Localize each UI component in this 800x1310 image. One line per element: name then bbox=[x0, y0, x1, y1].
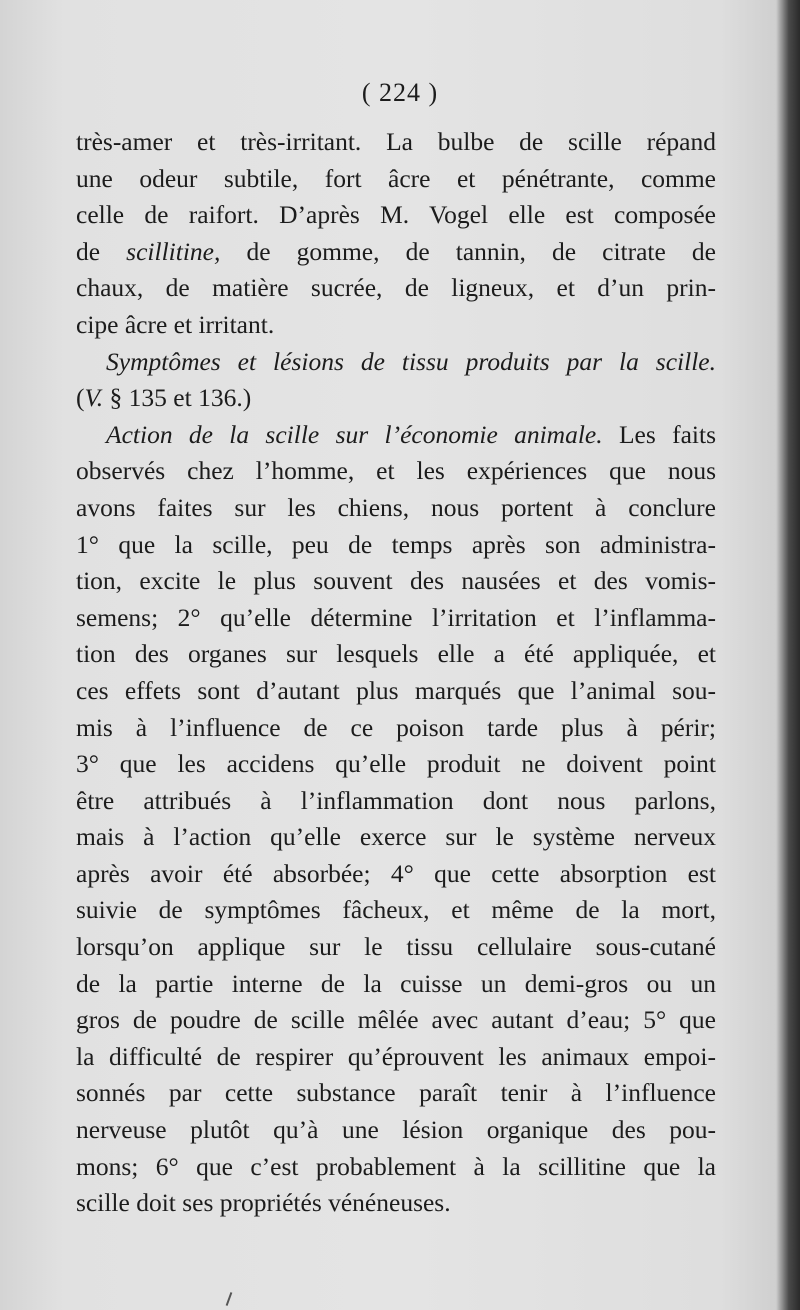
text-line bbox=[76, 710, 716, 747]
text-segment: ( bbox=[76, 383, 85, 413]
text-line bbox=[76, 1002, 716, 1039]
text-line bbox=[76, 380, 716, 417]
body-text bbox=[76, 124, 716, 1222]
margin-pencil-mark bbox=[226, 1292, 233, 1306]
text-segment: très-amer et très-irritant. La bulbe de scille répand bbox=[76, 127, 716, 156]
text-segment: avons faites sur les chiens, nous portent à conclure bbox=[76, 492, 716, 522]
text-segment: tion des organes sur lesquels elle a été appliquée, et bbox=[76, 639, 716, 669]
text-segment: mons; 6° que c’est probablement à la scillitine que la bbox=[76, 1151, 716, 1181]
text-line bbox=[76, 1075, 716, 1112]
text-line bbox=[76, 197, 716, 234]
italic-text-segment: Action de la scille sur l’économie animale. bbox=[106, 419, 603, 449]
text-segment: de gomme, de tannin, de citrate de bbox=[220, 236, 716, 266]
text-segment: la difficulté de respirer qu’éprouvent les animaux empoi- bbox=[76, 1041, 716, 1071]
text-segment: gros de poudre de scille mêlée avec autant d’eau; 5° que bbox=[76, 1005, 716, 1035]
text-segment: semens; 2° qu’elle détermine l’irritation et l’inflamma- bbox=[76, 602, 716, 632]
text-line bbox=[76, 563, 716, 600]
text-line bbox=[76, 856, 716, 893]
text-line bbox=[76, 1039, 716, 1076]
text-segment: celle de raifort. D’après M. Vogel elle est composée bbox=[76, 200, 716, 230]
text-segment: mais à l’action qu’elle exerce sur le système nerveux bbox=[76, 822, 716, 852]
text-segment: nerveuse plutôt qu’à une lésion organique des pou- bbox=[76, 1115, 716, 1145]
text-line bbox=[76, 673, 716, 710]
text-line bbox=[76, 1112, 716, 1149]
text-line bbox=[76, 490, 716, 527]
text-segment: suivie de symptômes fâcheux, et même de la mort, bbox=[76, 895, 716, 925]
text-line bbox=[76, 234, 716, 271]
text-segment: Les faits bbox=[602, 419, 716, 449]
text-line bbox=[76, 783, 716, 820]
text-segment: lorsqu’on applique sur le tissu cellulaire sous-cutané bbox=[76, 932, 716, 962]
page-number: ( 224 ) bbox=[361, 78, 439, 107]
text-line bbox=[76, 1149, 716, 1186]
text-line bbox=[76, 892, 716, 929]
text-segment: 1° que la scille, peu de temps après son administra- bbox=[76, 529, 716, 559]
text-segment: sonnés par cette substance paraît tenir à l’influence bbox=[76, 1078, 716, 1108]
italic-text-segment: V. bbox=[84, 383, 104, 413]
text-segment: de la partie interne de la cuisse un demi-gros ou un bbox=[76, 968, 716, 998]
text-line bbox=[76, 929, 716, 966]
text-segment: observés chez l’homme, et les expériences que nous bbox=[76, 456, 716, 486]
text-line bbox=[76, 527, 716, 564]
text-line bbox=[76, 966, 716, 1003]
text-segment: 3° que les accidens qu’elle produit ne doivent point bbox=[76, 749, 716, 779]
text-line bbox=[76, 600, 716, 637]
text-line bbox=[76, 453, 716, 490]
italic-text-segment: Symptômes et lésions de tissu produits par la scille. bbox=[106, 346, 716, 376]
text-line bbox=[76, 270, 716, 307]
text-line bbox=[76, 746, 716, 783]
text-segment: une odeur subtile, fort âcre et pénétrante, comme bbox=[76, 163, 716, 193]
text-line bbox=[76, 417, 716, 454]
text-segment: après avoir été absorbée; 4° que cette absorption est bbox=[76, 858, 716, 888]
text-line bbox=[76, 1185, 716, 1222]
text-segment: tion, excite le plus souvent des nausées et des vomis- bbox=[76, 566, 716, 596]
text-segment: mis à l’influence de ce poison tarde plus à périr; bbox=[76, 712, 716, 742]
text-segment: ces effets sont d’autant plus marqués que l’animal sou- bbox=[76, 675, 716, 705]
text-segment: scille doit ses propriétés vénéneuses. bbox=[76, 1188, 451, 1218]
text-line bbox=[76, 636, 716, 673]
text-line bbox=[76, 344, 716, 381]
text-segment: chaux, de matière sucrée, de ligneux, et d’un prin- bbox=[76, 273, 716, 303]
text-segment: être attribués à l’inflammation dont nous parlons, bbox=[76, 785, 716, 815]
text-line bbox=[76, 161, 716, 198]
text-segment: § 135 et 136.) bbox=[103, 383, 252, 413]
text-line bbox=[76, 307, 716, 344]
italic-text-segment: scillitine, bbox=[126, 236, 221, 266]
text-line bbox=[76, 819, 716, 856]
text-line bbox=[76, 124, 716, 161]
text-segment: de bbox=[76, 236, 127, 266]
text-segment: cipe âcre et irritant. bbox=[76, 309, 275, 339]
